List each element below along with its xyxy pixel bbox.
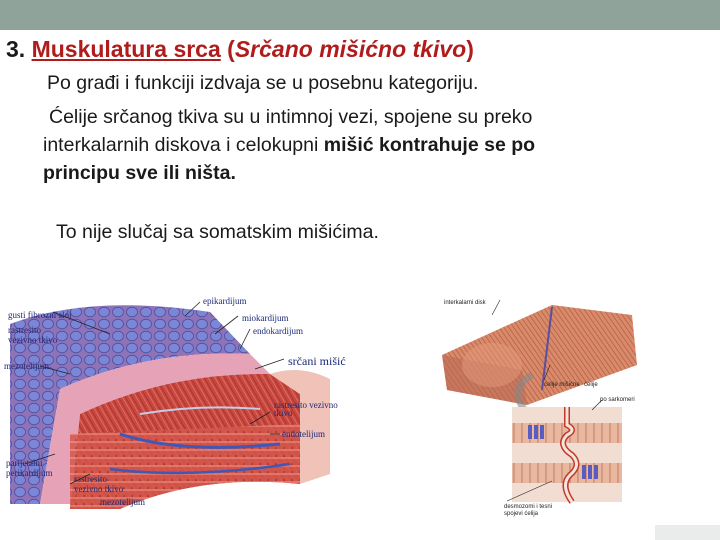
label-parijetalni-1: parijetalni — [6, 458, 43, 468]
paragraph-3 — [43, 132, 535, 158]
paragraph-3-bold: mišić kontrahuje se po — [323, 134, 536, 156]
label-rastresito-1: rastresito — [8, 325, 41, 335]
top-band — [0, 0, 720, 30]
label-rastresito-bottom-1: rastresito — [74, 474, 107, 484]
label-parijetalni-2: perikardijum — [6, 468, 53, 478]
paragraph-3-normal: interkalarnih diskova i celokupni — [43, 134, 324, 156]
label-mezotelijum-bottom: mezotelijum — [100, 497, 145, 507]
bottom-strip — [655, 525, 720, 540]
title-italic: Srčano mišićno tkivo — [234, 36, 467, 62]
title-main: Muskulatura srca — [31, 36, 221, 62]
cardiac-cells-illustration — [432, 295, 652, 517]
label-endokardijum: endokardijum — [253, 326, 303, 336]
paragraph-2: Ćelije srčanog tkiva su u intimnoj vezi, spojene su preko — [49, 106, 533, 128]
label-dezmozom-1: desmozomi i tesni — [504, 504, 553, 510]
label-epikardijum: epikardijum — [203, 296, 247, 306]
label-interkalarni-disk: interkalarni disk — [444, 300, 486, 306]
label-endotelijum: endotelijum — [282, 429, 325, 439]
paragraph-5: To nije slučaj sa somatskim mišićima. — [56, 221, 379, 243]
label-celije-misicne-1: ćelije mišićne — [544, 382, 580, 388]
label-po-sarkomeri: po sarkomeri — [600, 397, 635, 403]
label-mezotelijum-top: mezotelijum — [4, 361, 49, 371]
title-paren-open: ( — [220, 36, 235, 62]
label-rastresito-vezivno-2: tkivo — [274, 408, 293, 418]
label-miokardijum: miokardijum — [242, 313, 289, 323]
label-srcani-misic: srčani mišić — [288, 354, 346, 368]
label-gusti-fibrozni-sloj: gusti fibrozni sloj — [8, 310, 72, 320]
label-dezmozom-2: spojevi ćelija — [504, 511, 539, 517]
label-celije-misicne-2: ćelije — [584, 382, 598, 388]
title-paren-close: ) — [466, 36, 474, 62]
title-number: 3. — [6, 36, 26, 62]
heart-wall-illustration — [0, 294, 368, 512]
slide-title — [6, 36, 474, 63]
label-rastresito-vezivno-1: rastresito vezivno — [274, 400, 338, 410]
paragraph-1: Po građi i funkciji izdvaja se u posebnu kategoriju. — [47, 72, 479, 94]
paragraph-4: principu sve ili ništa. — [43, 162, 236, 184]
label-rastresito-2: vezivno tkivo — [8, 335, 58, 345]
label-rastresito-bottom-2: vezivno tkivo — [74, 484, 124, 494]
